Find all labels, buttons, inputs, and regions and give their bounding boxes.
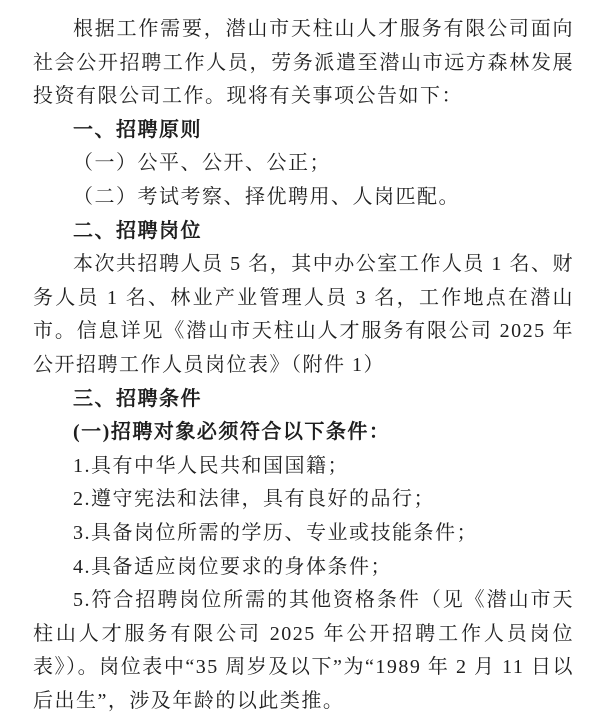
section-heading-conditions: 三、招聘条件 xyxy=(73,387,202,410)
subheading-conditions-list: (一)招聘对象必须符合以下条件： xyxy=(73,421,391,444)
paragraph-condition-2: 2.遵守宪法和法律，具有良好的品行； xyxy=(73,488,435,511)
paragraph-condition-1: 1.具有中华人民共和国国籍； xyxy=(73,454,349,477)
paragraph-condition-3: 3.具备岗位所需的学历、专业或技能条件； xyxy=(73,521,478,544)
paragraph-intro: 根据工作需要，潜山市天柱山人才服务有限公司面向社会公开招聘工作人员，劳务派遣至潜山市远方森林发展投资有限公司工作。现将有关事项公告如下： xyxy=(33,18,574,108)
paragraph-positions-detail: 本次共招聘人员 5 名，其中办公室工作人员 1 名、财务人员 1 名、林业产业管理人员 3 名，工作地点在潜山市。信息详见《潜山市天柱山人才服务有限公司 2025 年公开招聘工作人员岗位表》（附件 1） xyxy=(33,253,574,376)
section-heading-principles: 一、招聘原则 xyxy=(73,118,202,141)
paragraph-condition-5: 5.符合招聘岗位所需的其他资格条件（见《潜山市天柱山人才服务有限公司 2025 年公开招聘工作人员岗位表》）。岗位表中“35 周岁及以下”为“1989 年 2 月 11 日以后出生”，涉及年龄的以此类推。 xyxy=(33,589,574,712)
paragraph-condition-4: 4.具备适应岗位要求的身体条件； xyxy=(73,555,392,578)
paragraph-principle-1: （一）公平、公开、公正； xyxy=(73,152,331,175)
section-heading-positions: 二、招聘岗位 xyxy=(73,219,202,242)
paragraph-principle-2: （二）考试考察、择优聘用、人岗匹配。 xyxy=(73,185,460,208)
